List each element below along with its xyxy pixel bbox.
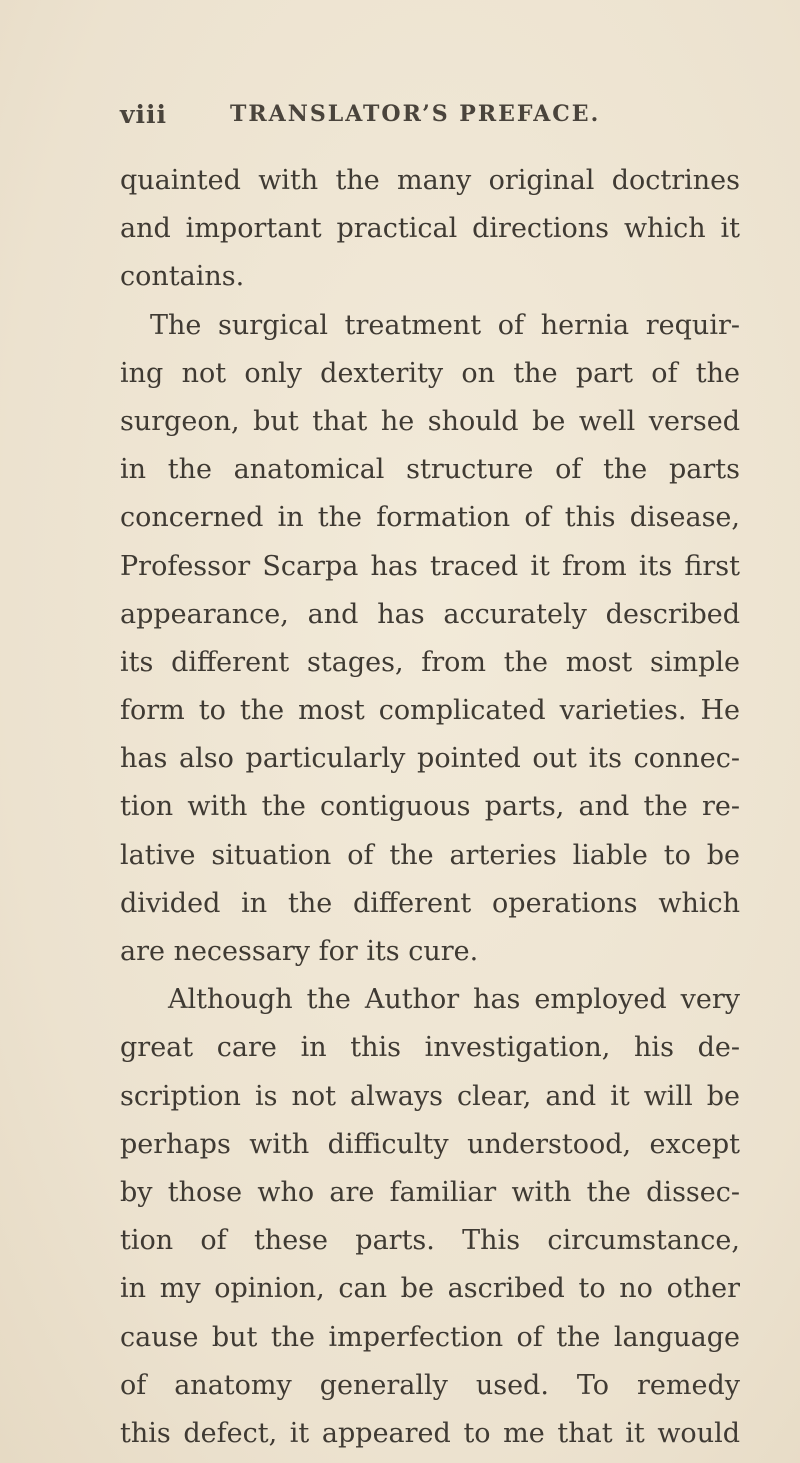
text-line: has also particularly pointed out its connec-	[120, 743, 740, 775]
text-line: lative situation of the arteries liable to be	[120, 839, 740, 871]
text-line: in my opinion, can be ascribed to no other	[120, 1273, 740, 1305]
text-line: contains.	[120, 261, 245, 293]
page-number: viii	[120, 100, 168, 129]
text-line: cause but the imperfection of the language	[120, 1321, 740, 1353]
text-line: of anatomy generally used. To remedy	[120, 1369, 740, 1401]
text-line: form to the most complicated varieties. He	[120, 695, 740, 727]
body-text	[120, 157, 740, 1458]
text-line: ing not only dexterity on the part of the	[120, 357, 740, 389]
text-line: this defect, it appeared to me that it would	[120, 1417, 740, 1449]
text-line: divided in the different operations which	[120, 887, 740, 919]
text-line: surgeon, but that he should be well versed	[120, 405, 740, 437]
text-line: and important practical directions which it	[120, 213, 740, 245]
running-head: TRANSLATOR’S PREFACE.	[230, 101, 601, 127]
text-line: by those who are familiar with the dissec-	[120, 1176, 740, 1208]
page-header	[120, 100, 740, 134]
text-line: are necessary for its cure.	[120, 936, 479, 967]
text-line: tion with the contiguous parts, and the re-	[120, 791, 740, 823]
text-line: its different stages, from the most simple	[120, 646, 740, 678]
text-line: scription is not always clear, and it will be	[120, 1080, 740, 1112]
text-line: Professor Scarpa has traced it from its first	[120, 550, 740, 582]
text-line: great care in this investigation, his de-	[120, 1032, 740, 1064]
text-line: tion of these parts. This circumstance,	[120, 1225, 740, 1257]
text-line: in the anatomical structure of the parts	[120, 454, 740, 486]
text-line: Although the Author has employed very	[168, 984, 740, 1016]
text-line: The surgical treatment of hernia requir-	[150, 309, 740, 341]
text-line: quainted with the many original doctrines	[120, 165, 740, 196]
text-line: concerned in the formation of this disease,	[120, 502, 740, 534]
text-line: perhaps with difficulty understood, except	[120, 1128, 740, 1160]
text-line: appearance, and has accurately described	[120, 598, 740, 630]
